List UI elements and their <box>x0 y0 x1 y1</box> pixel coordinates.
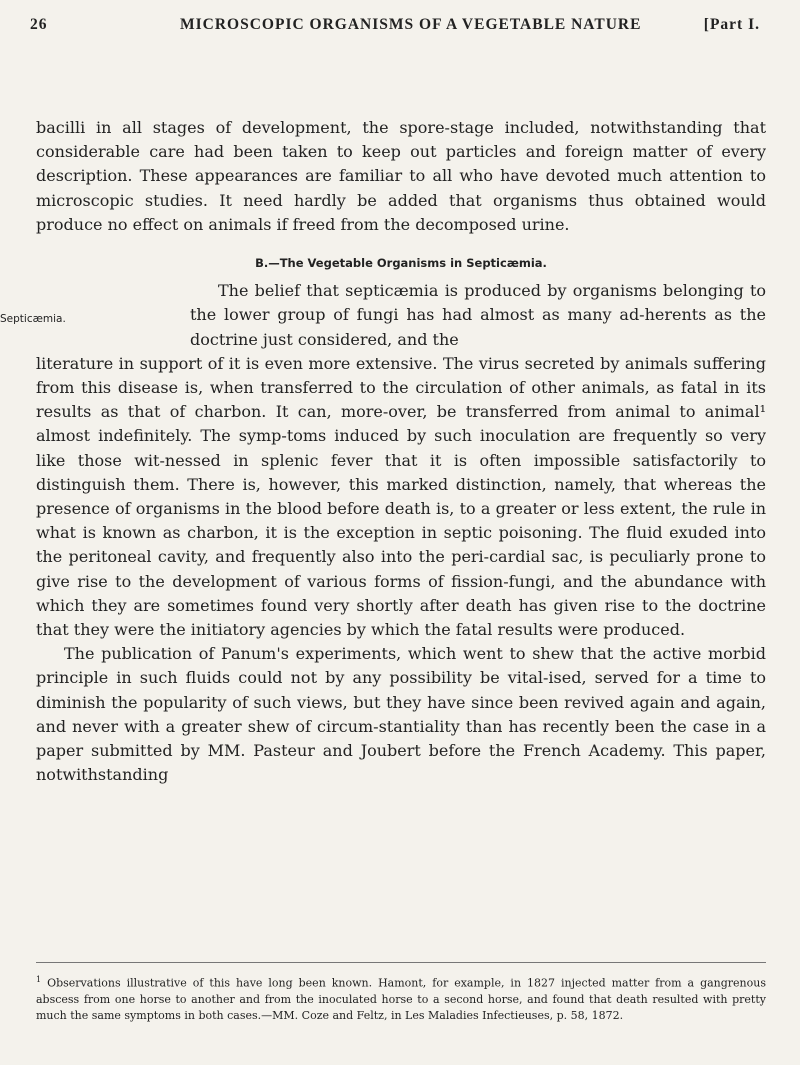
running-title: MICROSCOPIC ORGANISMS OF A VEGETABLE NATURE <box>180 16 642 33</box>
footnote-marker: 1 <box>36 975 42 984</box>
page-body <box>0 116 766 787</box>
running-header <box>30 10 760 40</box>
part-label: [Part I. <box>703 16 760 33</box>
page-number: 26 <box>30 16 48 33</box>
footnote-text: Observations illustrative of this have long been known. Hamont, for example, in 1827 injected matter from a gangrenous abscess from one horse to another and from the inoculated horse to a second horse, and found that death resulted with pretty much the same symptoms in both cases.—MM. Coze and Feltz, in Les Maladies Infectieuses, p. 58, 1872. <box>36 976 766 1022</box>
section-heading: B.—The Vegetable Organisms in Septicæmia. <box>255 256 547 271</box>
paragraph-septicaemia-body: literature in support of it is even more extensive. The virus secreted by animals suffering from this disease is, when transferred to the circulation of other animals, as fatal in its results as that of charbon. It can, more-over, be transferred from animal to animal¹ almost indefinitely. The symp-toms induced by such inoculation are frequently so very like those wit-nessed in splenic fever that it is often impossible satisfactorily to distinguish them. There is, however, this marked distinction, namely, that whereas the presence of organisms in the blood before death is, to a greater or less extent, the rule in what is known as charbon, it is the exception in septic poisoning. The fluid exuded into the peritoneal cavity, and frequently also into the peri-cardial sac, is peculiarly prone to give rise to the development of various forms of fission-fungi, and the abundance with which they are sometimes found very shortly after death has given rise to the doctrine that they were the initiatory agencies by which the fatal results were produced. <box>36 353 766 640</box>
footnote <box>36 972 766 1024</box>
paragraph-septicaemia-intro: The belief that septicæmia is produced by organisms belonging to the lower group of fungi has had almost as many ad-herents as the doctrine just considered, and the <box>190 281 766 349</box>
margin-note: Septicæmia. <box>0 313 66 326</box>
septicaemia-block <box>0 279 766 352</box>
paragraph-continued: bacilli in all stages of development, the spore-stage included, notwithstanding that considerable care had been taken to keep out particles and foreign matter of every description. These appearances are familiar to all who have devoted much attention to microscopic studies. It need hardly be added that organisms thus obtained would produce no effect on animals if freed from the decomposed urine. <box>36 118 766 234</box>
footnote-divider <box>36 962 766 963</box>
paragraph-panum: The publication of Panum's experiments, which went to shew that the active morbid principle in such fluids could not by any possibility be vital-ised, served for a time to diminish the popularity of such views, but they have since been revived again and again, and never with a greater shew of circum-stantiality than has recently been the case in a paper submitted by MM. Pasteur and Joubert before the French Academy. This paper, notwithstanding <box>36 644 766 785</box>
